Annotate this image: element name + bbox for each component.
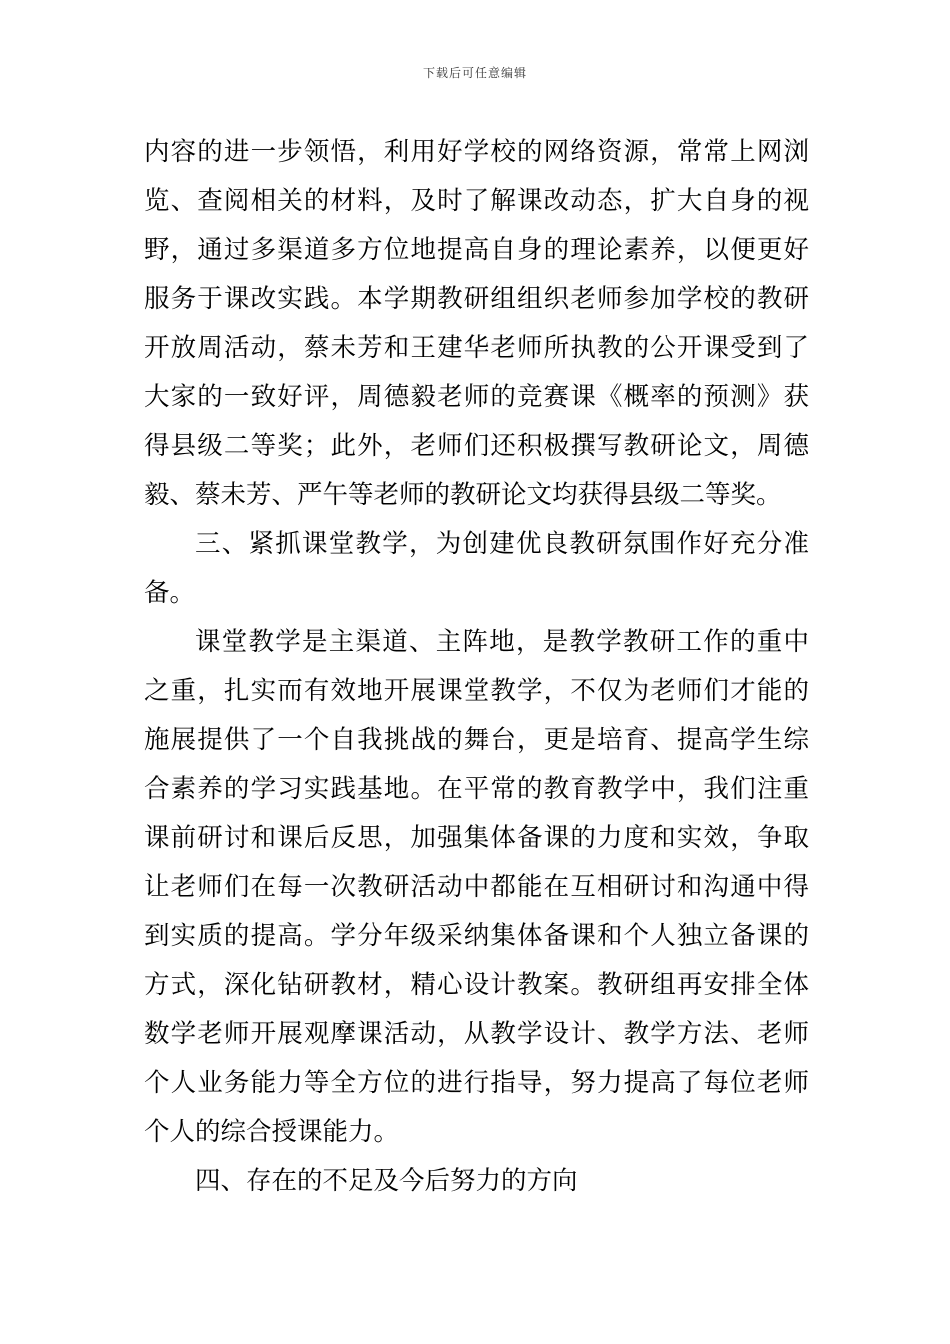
text-line: 备。 (144, 578, 196, 608)
text-line: 数学老师开展观摩课活动，从教学设计、教学方法、老师 (144, 1019, 809, 1049)
section-heading-3: 三、紧抓课堂教学，为创建优良教研氛围作好充分准 (195, 529, 809, 559)
text-line: 得县级二等奖；此外，老师们还积极撰写教研论文，周德 (144, 431, 809, 461)
text-line: 到实质的提高。学分年级采纳集体备课和个人独立备课的 (144, 921, 809, 951)
page-header: 下载后可任意编辑 (422, 66, 527, 80)
text-line: 课前研讨和课后反思，加强集体备课的力度和实效，争取 (144, 823, 809, 853)
text-line: 野，通过多渠道多方位地提高自身的理论素养，以便更好 (144, 235, 809, 265)
text-line: 服务于课改实践。本学期教研组组织老师参加学校的教研 (144, 284, 809, 314)
text-line: 览、查阅相关的材料，及时了解课改动态，扩大自身的视 (144, 186, 809, 216)
text-line: 之重，扎实而有效地开展课堂教学，不仅为老师们才能的 (144, 676, 809, 706)
section-heading-4: 四、存在的不足及今后努力的方向 (195, 1166, 578, 1196)
text-line: 合素养的学习实践基地。在平常的教育教学中，我们注重 (144, 774, 809, 804)
text-line: 开放周活动，蔡未芳和王建华老师所执教的公开课受到了 (144, 333, 809, 363)
text-line: 施展提供了一个自我挑战的舞台，更是培育、提高学生综 (144, 725, 809, 755)
text-line: 方式，深化钻研教材，精心设计教案。教研组再安排全体 (144, 970, 809, 1000)
text-line: 让老师们在每一次教研活动中都能在互相研讨和沟通中得 (144, 872, 809, 902)
text-line: 个人的综合授课能力。 (144, 1117, 400, 1147)
text-line: 大家的一致好评，周德毅老师的竞赛课《概率的预测》获 (144, 382, 809, 412)
text-line: 个人业务能力等全方位的进行指导，努力提高了每位老师 (144, 1068, 809, 1098)
text-line: 内容的进一步领悟，利用好学校的网络资源，常常上网浏 (144, 137, 809, 167)
paragraph-start-line: 课堂教学是主渠道、主阵地，是教学教研工作的重中 (195, 627, 809, 657)
text-line: 毅、蔡未芳、严午等老师的教研论文均获得县级二等奖。 (144, 480, 782, 510)
document-body (144, 128, 809, 1206)
